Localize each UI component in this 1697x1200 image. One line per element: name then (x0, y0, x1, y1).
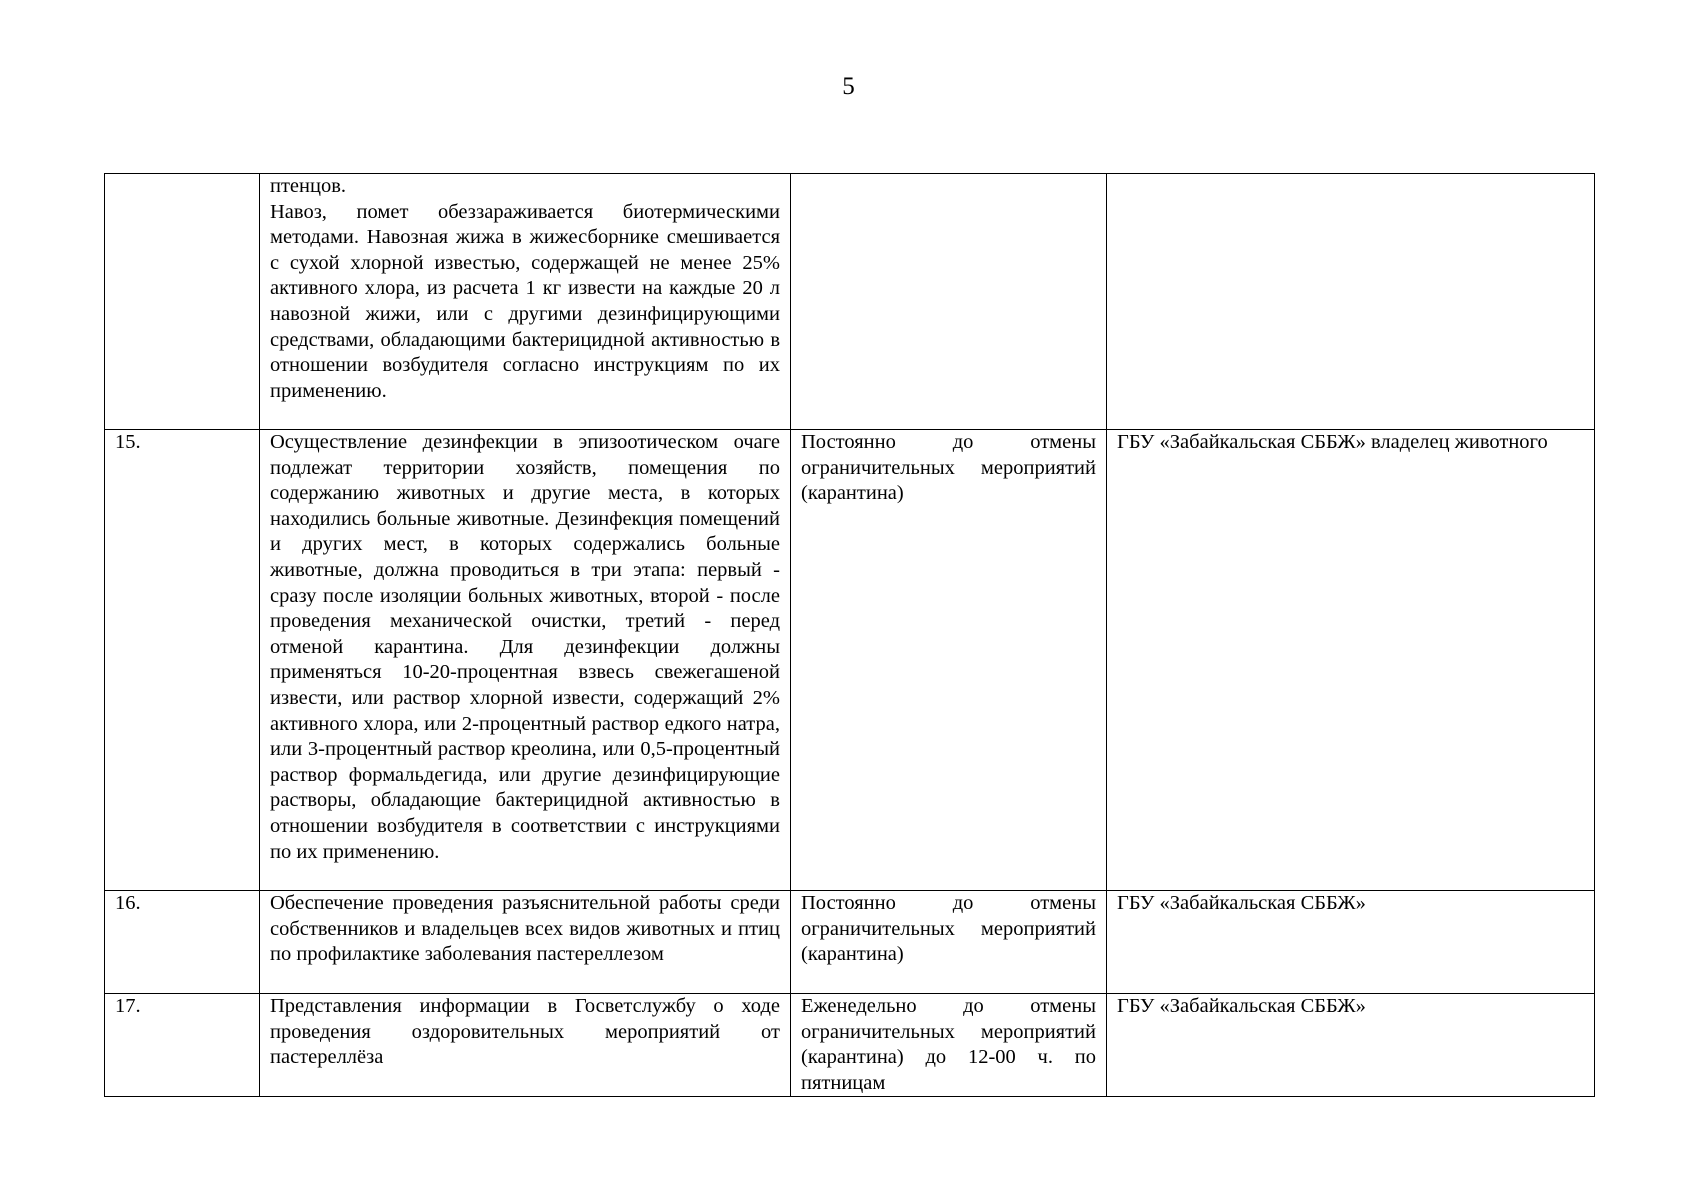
action-cell (260, 174, 791, 430)
row-number-cell (105, 174, 260, 430)
action-text: птенцов. Навоз, помет обеззараживается биотермическими методами. Навозная жижа в жижесборнике смешивается с сухой хлорной известью, содержащей не менее 25% активного хлора, из расчета 1 кг извести на каждые 20 л навозной жижи, или с другими дезинфицирующими средствами, обладающими бактерицидной активностью в отношении возбудителя согласно инструкциям по их применению. (270, 175, 780, 402)
action-cell: Обеспечение проведения разъяснительной работы среди собственников и владельцев всех видов животных и птиц по профилактике заболевания пастереллезом (260, 891, 791, 994)
measures-table (104, 173, 1595, 1097)
page-number: 5 (842, 73, 855, 100)
action-cell: Осуществление дезинфекции в эпизоотическом очаге подлежат территории хозяйств, помещения по содержанию животных и другие места, в которых находились больные животные. Дезинфекция помещений и других мест, в которых содержались больные животные, должна проводиться в три этапа: первый - сразу после изоляции больных животных, второй - после проведения механической очистки, третий - перед отменой карантина. Для дезинфекции должны применяться 10-20-процентная взвесь свежегашеной извести, или раствор хлорной извести, содержащий 2% активного хлора, или 2-процентный раствор едкого натра, или 3-процентный раствор креолина, или 0,5-процентный раствор формальдегида, или другие дезинфицирующие растворы, обладающие бактерицидной активностью в отношении возбудителя в соответствии с инструкциями по их применению. (260, 430, 791, 891)
deadline-cell: Еженедельно до отмены ограничительных мероприятий (карантина) до 12-00 ч. по пятницам (791, 994, 1107, 1097)
table-row (105, 994, 1595, 1097)
deadline-cell: Постоянно до отмены ограничительных мероприятий (карантина) (791, 430, 1107, 891)
responsible-cell: ГБУ «Забайкальская СББЖ» владелец животного (1107, 430, 1595, 891)
deadline-cell (791, 174, 1107, 430)
action-cell: Представления информации в Госветслужбу о ходе проведения оздоровительных мероприятий от пастереллёза (260, 994, 791, 1097)
row-number-cell: 15. (105, 430, 260, 891)
row-number-cell: 17. (105, 994, 260, 1097)
table-row (105, 430, 1595, 891)
responsible-cell: ГБУ «Забайкальская СББЖ» (1107, 891, 1595, 994)
table-row (105, 174, 1595, 430)
row-number-cell: 16. (105, 891, 260, 994)
responsible-cell: ГБУ «Забайкальская СББЖ» (1107, 994, 1595, 1097)
responsible-cell (1107, 174, 1595, 430)
deadline-cell: Постоянно до отмены ограничительных мероприятий (карантина) (791, 891, 1107, 994)
table-row (105, 891, 1595, 994)
